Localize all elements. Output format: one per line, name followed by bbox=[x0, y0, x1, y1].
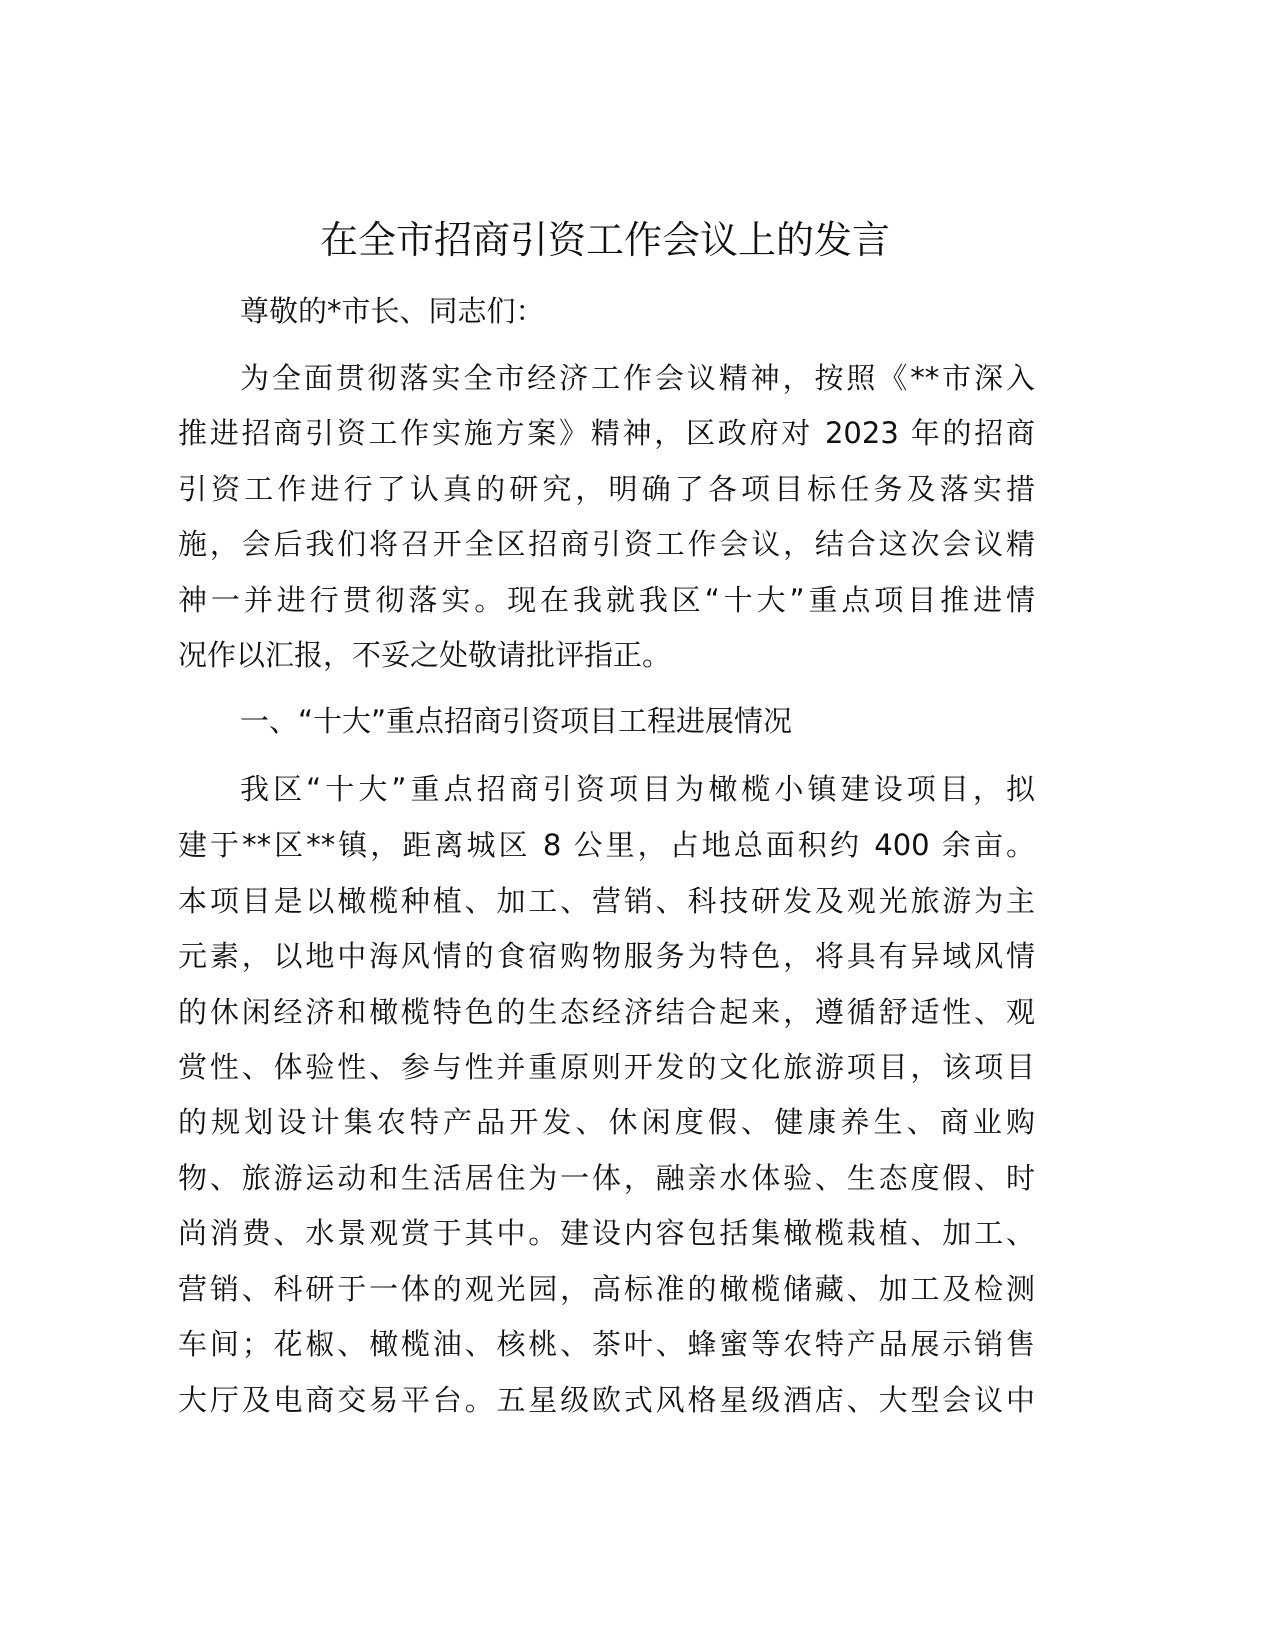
text-line: 元素，以地中海风情的食宿购物服务为特色，将具有异域风情 bbox=[178, 939, 1035, 973]
text-line: 为全面贯彻落实全市经济工作会议精神，按照《**市深入 bbox=[240, 361, 1035, 395]
document-title: 在全市招商引资工作会议上的发言 bbox=[319, 218, 890, 262]
section-heading: 一、“十大”重点招商引资项目工程进展情况 bbox=[240, 704, 793, 738]
text-line: 物、旅游运动和生活居住为一体，融亲水体验、生态度假、时 bbox=[178, 1161, 1035, 1195]
text-line: 的休闲经济和橄榄特色的生态经济结合起来，遵循舒适性、观 bbox=[178, 995, 1035, 1029]
text-line: 车间；花椒、橄榄油、核桃、茶叶、蜂蜜等农特产品展示销售 bbox=[178, 1327, 1035, 1361]
text-line: 赏性、体验性、参与性并重原则开发的文化旅游项目，该项目 bbox=[178, 1050, 1035, 1084]
text-line: 推进招商引资工作实施方案》精神，区政府对 2023 年的招商 bbox=[178, 416, 1035, 450]
text-line: 尚消费、水景观赏于其中。建设内容包括集橄榄栽植、加工、 bbox=[178, 1216, 1035, 1250]
text-line: 施，会后我们将召开全区招商引资工作会议，结合这次会议精 bbox=[178, 527, 1035, 561]
text-line: 引资工作进行了认真的研究，明确了各项目标任务及落实措 bbox=[178, 472, 1035, 506]
text-line: 营销、科研于一体的观光园，高标准的橄榄储藏、加工及检测 bbox=[178, 1272, 1035, 1306]
text-line: 本项目是以橄榄种植、加工、营销、科技研发及观光旅游为主 bbox=[178, 884, 1035, 918]
text-line: 建于**区**镇，距离城区 8 公里，占地总面积约 400 余亩。 bbox=[178, 828, 1035, 862]
text-line: 况作以汇报，不妥之处敬请批评指正。 bbox=[178, 638, 672, 672]
greeting: 尊敬的*市长、同志们： bbox=[240, 294, 545, 328]
text-line: 神一并进行贯彻落实。现在我就我区“十大”重点项目推进情 bbox=[178, 583, 1035, 617]
text-line: 的规划设计集农特产品开发、休闲度假、健康养生、商业购 bbox=[178, 1105, 1035, 1139]
text-line: 大厅及电商交易平台。五星级欧式风格星级酒店、大型会议中 bbox=[178, 1383, 1035, 1417]
text-line: 我区“十大”重点招商引资项目为橄榄小镇建设项目，拟 bbox=[240, 772, 1035, 806]
